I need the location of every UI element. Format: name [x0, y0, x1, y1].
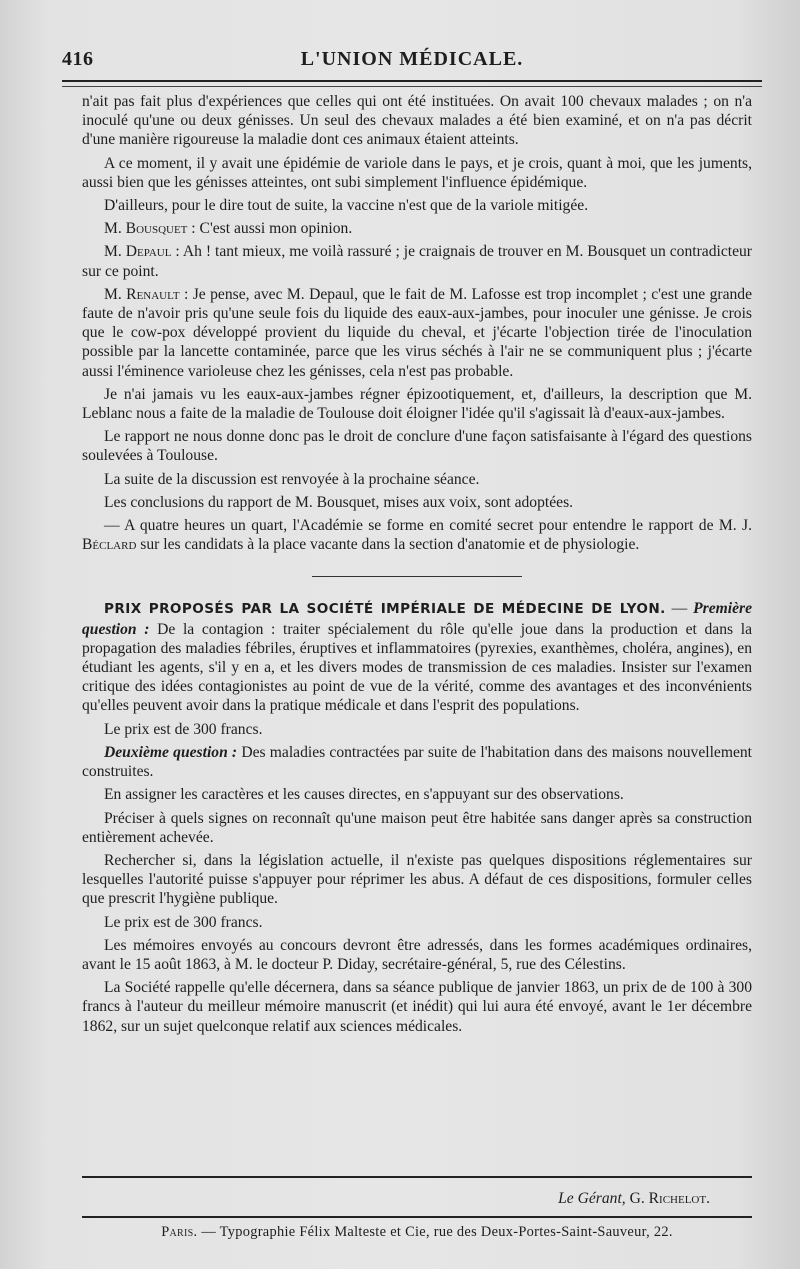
header-rule-thin	[62, 86, 762, 87]
paragraph: Je n'ai jamais vu les eaux-aux-jambes régner épizootiquement, et, d'ailleurs, la description que M. Leblanc nous a faite de la maladie de Toulouse doit éloigner l'idée qu'il s'agissait là d'eaux-aux-jambes.	[82, 385, 752, 423]
paragraph: A ce moment, il y avait une épidémie de variole dans le pays, et je crois, quant à moi, que les juments, aussi bien que les génisses atteintes, ont subi simplement l'influence épidémique.	[82, 154, 752, 191]
paragraph: En assigner les caractères et les causes directes, en s'appuyant sur des observations.	[104, 786, 624, 804]
speech: Je pense, avec M. Depaul, que le fait de M. Lafosse est trop incomplet ; c'est une grande faute de n'avoir pris qu'une seule fois du liquide des eaux-aux-jambes, pour inoculer une génisse. Je crois que le cow-pox développé provient du liquide du cheval, et j'écarte l'objection tirée de l'inoculation possible par la lancette contaminée, parce que les virus séchés à l'air ne se communiquent plus ; j'écarte aussi l'éminence varioleuse chez les génisses, cela n'est pas probable.	[82, 285, 753, 380]
paragraph: D'ailleurs, pour le dire tout de suite, la vaccine n'est que de la variole mitigée.	[104, 197, 589, 215]
speaker: M. Renault :	[104, 285, 189, 303]
gerant-label: Le Gérant,	[558, 1190, 626, 1207]
paragraph: Les mémoires envoyés au concours devront être adressés, dans les formes académiques ordinaires, avant le 15 août 1863, à M. le docteur P. Diday, secrétaire-général, 5, rue des Célestins.	[82, 936, 752, 973]
section-divider	[312, 576, 522, 577]
imprint-city: Paris.	[161, 1224, 198, 1240]
speaker: M. Bousquet :	[104, 220, 196, 238]
dialogue-line	[82, 242, 752, 280]
question-text: Des maladies contractées par suite de l'habitation dans des maisons nouvellement construites.	[82, 743, 753, 781]
prize-amount: Le prix est de 300 francs.	[104, 913, 263, 931]
footer-rule	[82, 1176, 752, 1178]
gerant-signature	[558, 1190, 710, 1208]
question-text: De la contagion : traiter spécialement du rôle qu'elle joue dans la production et dans la propagation des maladies fébriles, éruptives et inflammatoires (pyrexies, exanthèmes, choléra, angines), en étudiant les agents, s'il y en a, et les divers modes de transmission de ces maladies. Insister sur l'examen critique des idées contagionistes au point de vue de la vérité, comme des avantages et des inconvénients qu'elles peuvent avoir dans la pratique médicale et dans l'esprit des populations.	[82, 620, 752, 715]
page-header	[62, 44, 762, 78]
paragraph: Le rapport ne nous donne donc pas le droit de conclure d'une façon satisfaisante à l'égard des questions soulevées à Toulouse.	[82, 428, 752, 465]
paragraph: n'ait pas fait plus d'expériences que celles qui ont été instituées. On avait 100 chevaux malades ; on n'a inoculé qu'une ou deux génisses. Un seul des chevaux malades a été bien examiné, et on n'a pas décrit d'une manière rigoureuse la maladie dont ces animaux étaient atteints.	[82, 93, 752, 149]
dialogue-line	[82, 285, 752, 381]
footer-rule-2	[82, 1216, 752, 1218]
closing-paragraph	[82, 516, 752, 554]
prize-first-question: PRIX PROPOSÉS PAR LA SOCIÉTÉ IMPÉRIALE DE MÉDECINE DE LYON. — Première question : De la contagion : traiter spécialement du rôle qu'elle joue dans la production et dans la propagation des maladies fébriles, éruptives et inflammatoires (pyrexies, exanthèmes, choléra, angines), en étudiant les agents, s'il y en a, et les divers modes de transmission de ces maladies. Insister sur l'examen critique des idées contagionistes au point de vue de la vérité, comme des avantages et des inconvénients qu'elles peuvent avoir dans la pratique médicale et dans l'esprit des populations.	[82, 600, 753, 715]
speech: C'est aussi mon opinion.	[199, 220, 353, 238]
running-title: L'UNION MÉDICALE.	[300, 48, 524, 70]
dialogue-line	[82, 219, 752, 238]
question-label: Première question :	[82, 600, 753, 638]
speaker: M. Depaul :	[104, 243, 180, 261]
header-rule	[62, 80, 762, 82]
paragraph: Rechercher si, dans la législation actuelle, il n'existe pas quelques dispositions réglementaires sur lesquelles l'autorité puisse s'appuyer pour réprimer les abus. A défaut de ces dispositions, formuler celles que prescrit l'hygiène publique.	[82, 851, 752, 908]
paragraph: Préciser à quels signes on reconnaît qu'une maison peut être habitée sans danger après sa construction entièrement achevée.	[82, 809, 752, 846]
page-number: 416	[62, 48, 94, 70]
prize-title: PRIX PROPOSÉS PAR LA SOCIÉTÉ IMPÉRIALE DE MÉDECINE DE LYON.	[104, 601, 666, 618]
gerant-name: G. Richelot.	[629, 1190, 710, 1207]
question-label: Deuxième question :	[104, 743, 238, 761]
prize-amount: Le prix est de 300 francs.	[104, 720, 263, 738]
paragraph: La Société rappelle qu'elle décernera, dans sa séance publique de janvier 1863, un prix de de 100 à 300 francs à l'auteur du meilleur mémoire manuscrit (et inédit) qui lui aura été envoyé, avant le 1er décembre 1862, sur un sujet quelconque relatif aux sciences médicales.	[82, 979, 752, 1035]
printer-imprint	[82, 1224, 752, 1241]
speech: Ah ! tant mieux, me voilà rassuré ; je craignais de trouver en M. Bousquet un contradicteur sur ce point.	[82, 243, 752, 280]
paragraph: Les conclusions du rapport de M. Bousquet, mises aux voix, sont adoptées.	[104, 493, 574, 511]
closing-name: Béclard	[82, 536, 137, 554]
closing-before: — A quatre heures un quart, l'Académie se forme en comité secret pour entendre le rapport de M. J.	[104, 517, 752, 535]
paragraph: La suite de la discussion est renvoyée à la prochaine séance.	[104, 470, 480, 488]
closing-after: sur les candidats à la place vacante dans la section d'anatomie et de physiologie.	[136, 536, 640, 554]
article-body	[82, 92, 752, 1040]
prize-second-question	[82, 743, 752, 781]
imprint-text: — Typographie Félix Malteste et Cie, rue des Deux-Portes-Saint-Sauveur, 22.	[201, 1224, 673, 1240]
